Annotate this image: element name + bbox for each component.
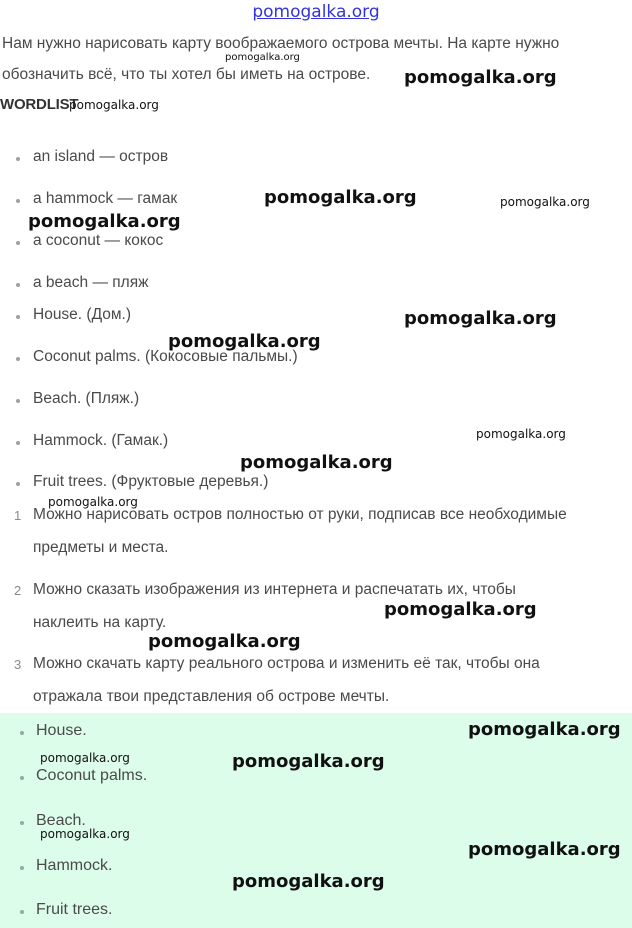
list-item-text: Fruit trees. (Фруктовые деревья.) — [33, 473, 269, 490]
list-item-text: an island — остров — [33, 148, 169, 165]
watermark: pomogalka.org — [69, 98, 159, 112]
step-number: 2 — [14, 583, 22, 598]
watermark: pomogalka.org — [404, 67, 557, 88]
list-item-text: a beach — пляж — [33, 274, 149, 291]
bullet-icon — [16, 482, 20, 486]
bullet-icon — [20, 731, 24, 735]
bullet-icon — [20, 776, 24, 780]
watermark: pomogalka.org — [264, 187, 417, 208]
list-item-text: Beach. (Пляж.) — [33, 390, 140, 407]
answer-item-text: Beach. — [36, 812, 86, 829]
step-line-1: Можно сказать изображения из интернета и распечатать их, чтобы — [33, 581, 516, 598]
watermark: pomogalka.org — [468, 719, 621, 740]
step-number: 1 — [14, 508, 22, 523]
watermark: pomogalka.org — [468, 839, 621, 860]
bullet-icon — [16, 199, 20, 203]
step-number: 3 — [14, 657, 22, 672]
watermark: pomogalka.org — [28, 211, 181, 232]
bullet-icon — [16, 399, 20, 403]
step-line-2: предметы и места. — [33, 539, 169, 556]
watermark: pomogalka.org — [225, 52, 300, 63]
list-item-text: a coconut — кокос — [33, 232, 164, 249]
bullet-icon — [16, 241, 20, 245]
bullet-icon — [16, 157, 20, 161]
watermark: pomogalka.org — [232, 751, 385, 772]
list-item-text: a hammock — гамак — [33, 190, 178, 207]
watermark: pomogalka.org — [404, 308, 557, 329]
site-header — [0, 0, 632, 24]
list-item-text: Coconut palms. (Кокосовые пальмы.) — [33, 348, 298, 365]
answer-item-text: House. — [36, 722, 87, 739]
watermark: pomogalka.org — [148, 631, 301, 652]
step-line-1: Можно нарисовать остров полностью от руки, подписав все необходимые — [33, 506, 567, 523]
watermark: pomogalka.org — [232, 871, 385, 892]
bullet-icon — [16, 357, 20, 361]
watermark: pomogalka.org — [384, 599, 537, 620]
task-line-1: Нам нужно нарисовать карту воображаемого острова мечты. На карте нужно — [2, 35, 560, 52]
watermark: pomogalka.org — [40, 827, 130, 841]
answer-item-text: Coconut palms. — [36, 767, 148, 784]
watermark: pomogalka.org — [48, 495, 138, 509]
watermark: pomogalka.org — [500, 195, 590, 209]
task-line-2: обозначить всё, что ты хотел бы иметь на острове. — [2, 66, 371, 83]
bullet-icon — [16, 315, 20, 319]
list-item-text: House. (Дом.) — [33, 306, 131, 323]
step-line-1: Можно скачать карту реального острова и изменить её так, чтобы она — [33, 655, 540, 672]
answer-item-text: Hammock. — [36, 857, 113, 874]
bullet-icon — [16, 441, 20, 445]
bullet-icon — [20, 866, 24, 870]
list-item-text: Hammock. (Гамак.) — [33, 432, 169, 449]
bullet-icon — [20, 821, 24, 825]
watermark: pomogalka.org — [476, 427, 566, 441]
bullet-icon — [20, 910, 24, 914]
bullet-icon — [16, 283, 20, 287]
answer-block — [0, 713, 632, 928]
step-line-2: наклеить на карту. — [33, 614, 167, 631]
wordlist-title: WORDLIST — [0, 96, 79, 113]
watermark: pomogalka.org — [240, 452, 393, 473]
site-link[interactable]: pomogalka.org — [252, 2, 380, 22]
watermark: pomogalka.org — [168, 331, 321, 352]
step-line-2: отражала твои представления об острове мечты. — [33, 688, 390, 705]
watermark: pomogalka.org — [40, 751, 130, 765]
answer-item-text: Fruit trees. — [36, 901, 113, 918]
